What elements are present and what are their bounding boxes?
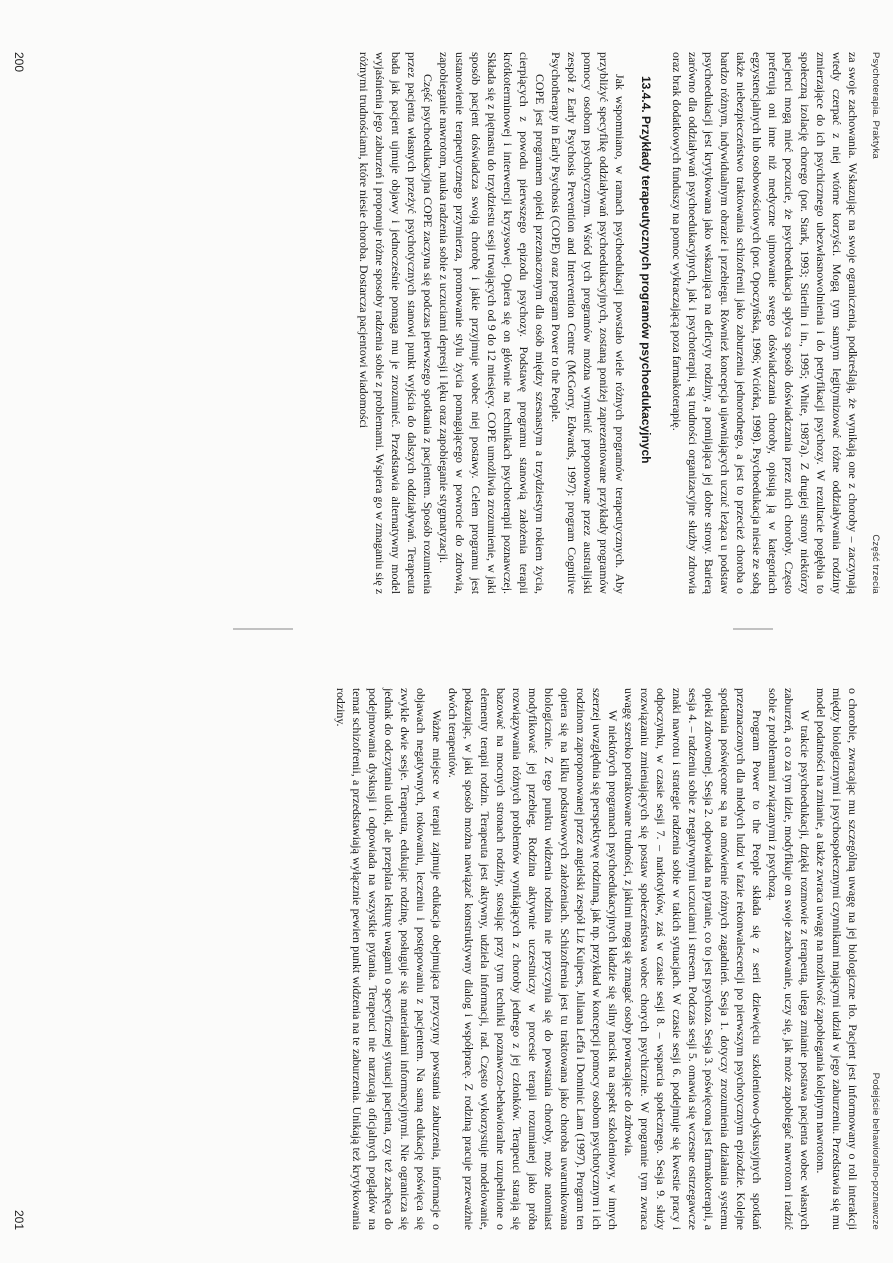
scan-artifact: [233, 628, 293, 630]
right-page: [0, 648, 893, 1248]
running-head-right: Część trzecia: [870, 534, 881, 594]
paragraph: o chorobie, zwracając mu szczególną uwagę na jej biologiczne tło. Pacjent jest informowany o roli interakcji między biologicznymi i psychospołecznymi czynnikami mającymi udział w jego zaburzeniu. Przedstawia się mu model podatności na zmianie, a także zwraca uwagę na możliwość zapobiegania kolejnym nawrotom.: [814, 688, 860, 1230]
running-head: [867, 688, 881, 1230]
page-body: [356, 52, 861, 594]
page-body: [333, 688, 861, 1230]
running-head-right: Podejście behawioralno-poznawcze: [870, 1072, 881, 1230]
paragraph: Część psychoedukacyjna COPE zaczyna się podczas pierwszego spotkania z pacjentem. Sposób rozumienia przez pacjenta własnych przeżyć psychotycznych stanowi punkt wyjścia do dalszych oddziaływań. Terapeuta bada jak pacjent ujmuje objawy i jednocześnie pomaga mu je zrozumieć. Przedstawia alternatywny model wyjaśnienia jego zaburzeń i proponuje różne sposoby radzenia sobie z problemami. Wspiera go w zmaganiu się z różnymi trudnościami, które niesie choroba. Dostarcza pacjentowi wiadomości: [357, 52, 435, 594]
page-number: 200: [12, 52, 26, 73]
paragraph: W niektórych programach psychoedukacyjnych kładzie się silny nacisk na aspekt szkoleniowy, w innych szerzej uwzględnia się perspektywę rodzinną, jak np. przykład w koncepcji pomocy osobom psychotycznym i ich rodzinom zaproponowanej przez angielski zespół Liz Kuipers, Juliana Leffa i Dominic Lam (1997). Program ten opiera się na kilku podstawowych założeniach. Schizofrenia jest tu traktowana jako choroba uwarunkowana biologicznie. Z tego punktu widzenia rodzina nie przyczynia się do powstania choroby, może natomiast modyfikować jej przebieg. Rodzina aktywnie uczestniczy w procesie terapii rozumianej jako próba rozwiązywania różnych problemów wynikających z choroby jednego z jej członków. Terapeuci starają się bazować na mocnych stronach rodziny, stosując przy tym techniki poznawczo-behawioralne uzupełnione o elementy terapii rodzin. Terapeuta jest aktywny, udziela informacji, rad. Często wykorzystuje modelowanie, pokazując, w jaki sposób można nawiązać konstruktywny dialog i współpracę. Z rodziną pracuje przeważnie dwóch terapeutów.: [446, 688, 620, 1230]
running-head: [867, 52, 881, 594]
paragraph: W trakcie psychoedukacji, dzięki rozmowie z terapeutą, ulega zmianie postawa pacjenta wobec własnych zaburzeń, a co za tym idzie, modyfikuje on swoje zachowanie, uczy się, jak może zapobiegać nawrotom i radzić sobie z problemami związanymi z psychozą.: [766, 688, 812, 1230]
scan-artifact: [733, 628, 773, 630]
paragraph: Program Power to the People składa się z serii dziewięciu szkoleniowo-dyskusyjnych spotkań przeznaczonych dla młodych ludzi w fazie rekonwalescencji po pierwszym psychotycznym epizodzie. Kolejne spotkania poświęcone są na omówienie różnych zagadnień. Sesja 1. dotyczy zrozumienia działania systemu opieki zdrowotnej. Sesja 2. odpowiada na pytanie, co to jest psychoza. Sesja 3. poświęcona jest farmakoterapii, a sesja 4. – radzeniu sobie z negatywnymi uczuciami i stresem. Podczas sesji 5. omawia się wczesne ostrzegawcze znaki nawrotu i strategie radzenia sobie w takich sytuacjach. W czasie sesji 6. podejmuje się kwestie pracy i odpoczynku, w czasie sesji 7. – narkotyków, zaś w czasie sesji 8. – wsparcia społecznego. Sesja 9. służy rozwiązaniu zmieniających się postaw społeczeństwa wobec chorych psychicznie. W programie tym zwraca uwagę szeroko potraktowane trudności, z jakimi mogą się zmagać osoby powracające do zdrowia.: [622, 688, 764, 1230]
gutter: [0, 622, 893, 636]
running-head-left: Psychoterapia. Praktyka: [870, 52, 881, 160]
page-number: 201: [12, 1209, 26, 1230]
paragraph: COPE jest programem opieki przeznaczonym dla osób między szesnastym a trzydziestym rokiem życia, cierpiących z powodu pierwszego epizodu psychozy. Podstawę programu stanowią założenia terapii krótkoterminowej i interwencji kryzysowej. Opiera się on głównie na technikach psychoterapii poznawczej. Składa się z piętnastu do trzydziestu sesji trwających od 9 do 12 miesięcy. COPE umożliwia zrozumienie, w jaki sposób pacjent doświadcza swoją chorobę i jakie przyjmuje wobec niej postawy. Celem programu jest ustanowienie terapeutycznego przymierza, promowanie stylu życia pomagającego w powrocie do zdrowia, zapobieganie nawrotom, nauka radzenia sobie z uczuciami depresji i lęku oraz zapobieganie stygmatyzacji.: [437, 52, 547, 594]
paragraph: za swoje zachowania. Wskazując na swoje ograniczenia, podkreślają, że wynikają one z choroby – zaczynają wtedy czerpać z niej wtórne korzyści. Mogą tym samym legitymizować różne oddziaływania rodziny zmierzające do ich psychicznego ubezwłasnowolnienia i do petryfikacji psychozy. W rezultacie pogłębia to społeczną izolację chorego (por. Stark, 1993; Stierlin i in., 1995; White, 1987a). Z drugiej strony niektórzy pacjenci mogą mieć poczucie, że psychoedukacja spłyca sposób doświadczania przez nich choroby. Często preferują oni inne niż medyczne ujmowanie swego doświadczania choroby, opisują ją w kategoriach egzystencjalnych lub osobowościowych (por. Opoczyńska, 1996; Wciórka, 1998). Psychoedukacja niesie ze sobą także niebezpieczeństwo traktowania schizofrenii jako zaburzenia jednorodnego, a jest to przecież choroba o bardzo różnym, indywidualnym obrazie i przebiegu. Również koncepcja ujawniających uczuć leżąca u podstaw psychoedukacji jest krytykowana jako wskazująca na deficyty rodziny, a pomijająca jej dobre strony. Barierą zarówno dla oddziaływań psychoedukacyjnych, jak i psychoterapii, są trudności organizacyjne służby zdrowia oraz brak dodatkowych funduszy na pomoc wykraczającą poza farmakoterapię.: [670, 52, 860, 594]
left-page: [0, 12, 893, 612]
paragraph: Jak wspomniano, w ramach psychoedukacji powstało wiele różnych programów terapeutycznych. Aby przybliżyć specyfikę oddziaływań psychoedukacyjnych, zostaną poniżej zaprezentowane przykłady programów pomocy osobom psychotycznym. Wśród tych programów można wymienić proponowane przez australijski zespół z Early Psychosis Prevention and Intervention Centre (McGorry, Edwards, 1997): program Cognitive Psychotherapy in Early Psychosis (COPE) oraz program Power to the People.: [549, 52, 627, 594]
paragraph: Ważne miejsce w terapii zajmuje edukacja obejmująca przyczyny powstania zaburzenia, informacje o objawach negatywnych, rokowaniu, leczeniu i postępowaniu z pacjentem. Na samą edukację poświęca się zwykle dwie sesje. Terapeuta, edukując rodzinę, posługuje się materiałami informacyjnymi. Nie ogranicza się jednak do odczytania ulotki, ale przeplata lekturę uwagami o specyficznej sytuacji pacjenta, czy też zachęca do podejmowania dyskusji i odpowiada na wszystkie pytania. Terapeuci nie narzucają oficjalnych poglądów na temat schizofrenii, a przedstawiają wyłącznie pewien punkt widzenia na te zaburzenia. Unikają też krytykowania rodziny.: [334, 688, 444, 1230]
section-heading: 13.4.4. Przykłady terapeutycznych programów psychoedukacyjnych: [639, 76, 653, 464]
